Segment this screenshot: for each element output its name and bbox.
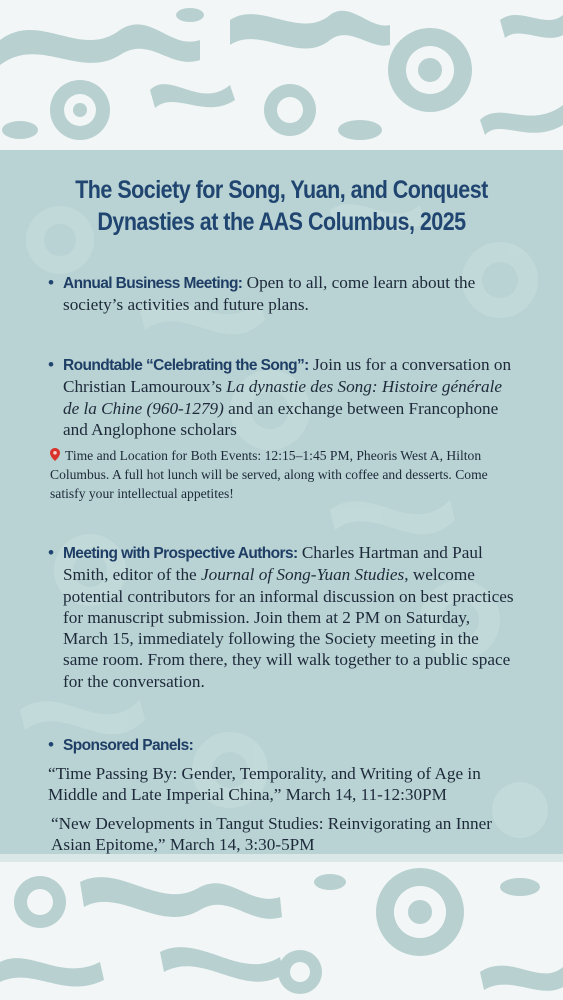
map-pin-icon — [50, 448, 60, 461]
location-note — [50, 446, 520, 503]
event-description — [48, 542, 518, 692]
sponsored-panel-2: “New Developments in Tangut Studies: Reinvigorating an Inner Asian Epitome,” March 14, 3:30-5PM — [51, 814, 492, 855]
bullet-dot: • — [48, 273, 55, 292]
event-text: Open to all, come learn about the society’s activities and future plans. — [63, 273, 476, 315]
event-prospective-authors — [48, 542, 518, 692]
journal-title: Journal of Song-Yuan Studies — [200, 565, 405, 585]
event-lead: Annual Business Meeting: — [63, 275, 243, 292]
event-text-before: Charles Hartman and Paul Smith, editor of the — [63, 543, 483, 585]
bullet-dot: • — [48, 355, 55, 374]
floral-pattern-top — [0, 0, 563, 150]
event-lead: Roundtable “Celebrating the Song”: — [63, 357, 309, 374]
event-text-before: Join us for a conversation on Christian Lamouroux’s — [63, 355, 512, 397]
floral-pattern-bottom — [0, 862, 563, 1000]
event-text-after: , welcome potential contributors for an informal discussion on best practices for manuscript submission. Join them at 2 PM on Saturday, March 15, immediately following the Society meeting in the same room. From there, they will walk together to a public space for the conversation. — [63, 565, 514, 691]
event-roundtable — [48, 354, 518, 440]
sponsored-panel-1: “Time Passing By: Gender, Temporality, and Writing of Age in Middle and Late Imperial China,” March 14, 11-12:30PM — [48, 764, 481, 805]
page-title — [74, 174, 489, 238]
sponsored-heading-text — [48, 734, 518, 756]
top-floral-border — [0, 0, 563, 150]
location-note-text: Time and Location for Both Events: 12:15–1:45 PM, Pheoris West A, Hilton Columbus. A full hot lunch will be served, along with coffee and desserts. Come satisfy your intellectual appetites! — [50, 448, 488, 501]
bullet-dot: • — [48, 735, 55, 754]
bottom-floral-border — [0, 862, 563, 1000]
bottom-divider-stripe — [0, 854, 563, 862]
event-text-after: and an exchange between Francophone and Anglophone scholars — [63, 398, 499, 439]
event-lead: Sponsored Panels: — [63, 737, 194, 754]
title-line-1: The Society for Song, Yuan, and Conquest — [75, 176, 488, 204]
content-panel — [0, 150, 563, 862]
event-annual-business-meeting — [48, 272, 518, 316]
book-title: La dynastie des Song: Histoire générale de la Chine (960-1279) — [63, 377, 503, 418]
event-description — [48, 354, 518, 440]
event-lead: Meeting with Prospective Authors: — [63, 545, 298, 562]
sponsored-panels-heading — [48, 734, 518, 756]
title-line-2: Dynasties at the AAS Columbus, 2025 — [97, 208, 466, 236]
event-description — [48, 272, 518, 316]
bullet-dot: • — [48, 543, 55, 562]
